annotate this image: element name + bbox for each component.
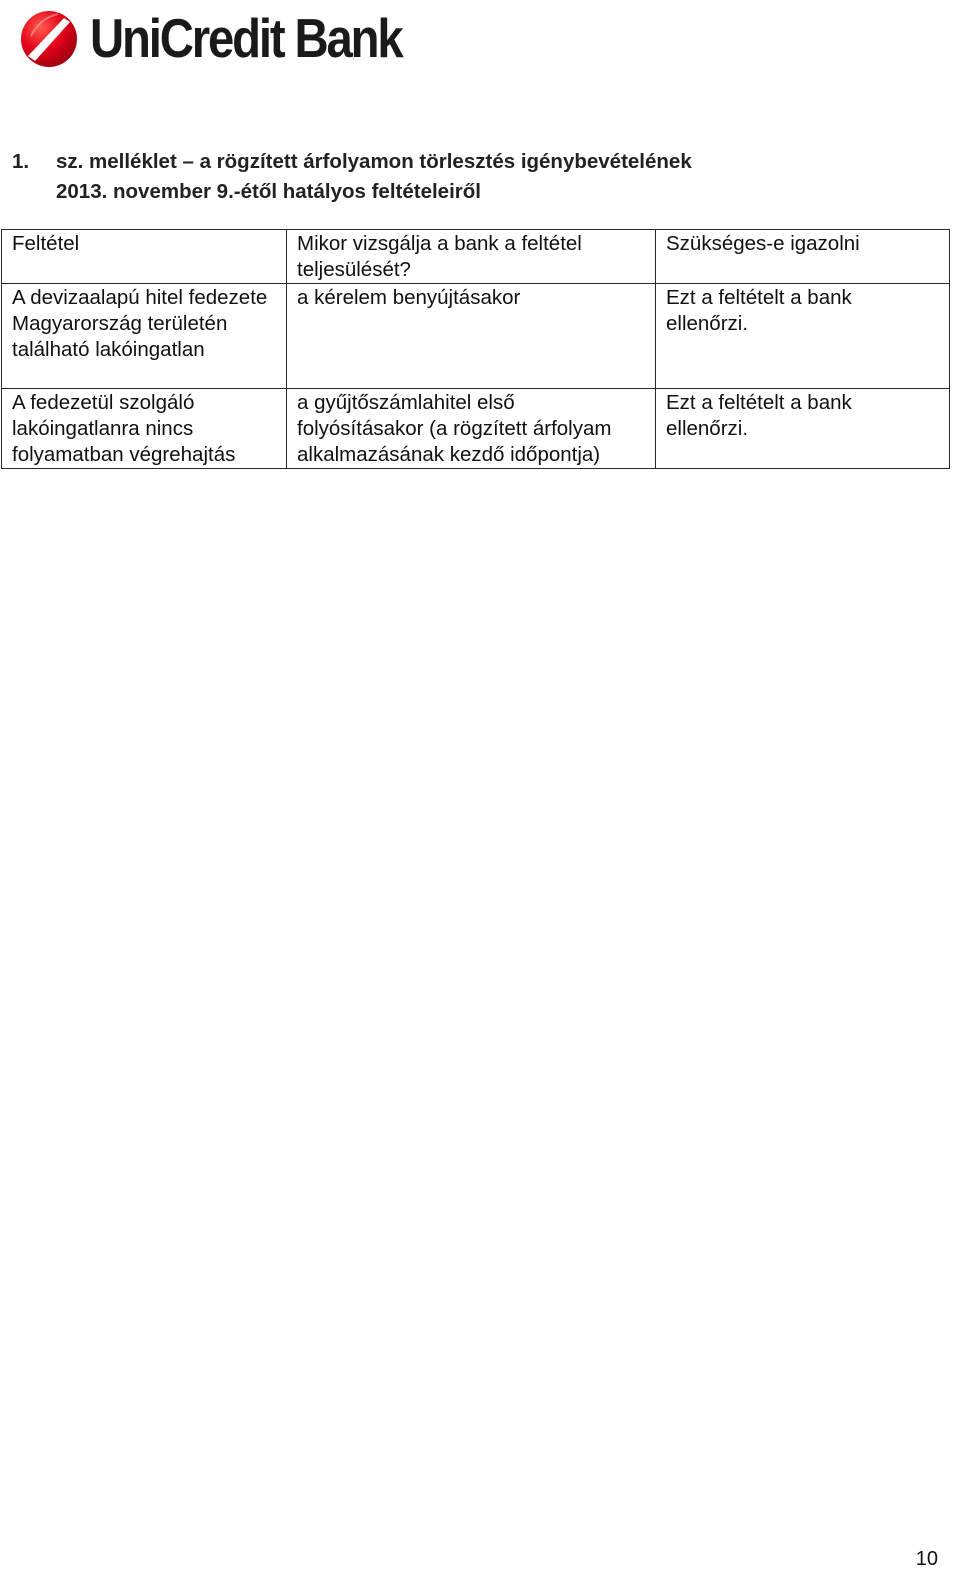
header-cell-condition: Feltétel <box>2 230 287 284</box>
logo-wordmark: UniCredit Bank <box>90 7 402 69</box>
heading-line-2: 2013. november 9.-étől hatályos feltételeiről <box>56 180 481 203</box>
table-header-row <box>2 230 950 284</box>
conditions-table <box>1 229 950 469</box>
table-cell: Ezt a feltételt a bank ellenőrzi. <box>656 389 950 469</box>
header-cell-proof-required: Szükséges-e igazolni <box>656 230 950 284</box>
unicredit-logo-icon <box>18 6 82 70</box>
table-cell: Ezt a feltételt a bank ellenőrzi. <box>656 284 950 389</box>
unicredit-logo <box>18 6 452 70</box>
table-cell: a gyűjtőszámlahitel első folyósításakor (a rögzített árfolyam alkalmazásának kezdő időpontja) <box>287 389 656 469</box>
annex-heading <box>12 147 692 207</box>
table-cell: a kérelem benyújtásakor <box>287 284 656 389</box>
table-row <box>2 389 950 469</box>
page-number: 10 <box>915 1548 938 1570</box>
table-row <box>2 284 950 389</box>
header-cell-when-checked: Mikor vizsgálja a bank a feltétel teljesülését? <box>287 230 656 284</box>
heading-line-1: sz. melléklet – a rögzített árfolyamon törlesztés igénybevételének <box>56 150 692 173</box>
heading-number: 1. <box>12 150 30 173</box>
table-cell: A devizaalapú hitel fedezete Magyarország területén található lakóingatlan <box>2 284 287 389</box>
table-cell: A fedezetül szolgáló lakóingatlanra nincs folyamatban végrehajtás <box>2 389 287 469</box>
